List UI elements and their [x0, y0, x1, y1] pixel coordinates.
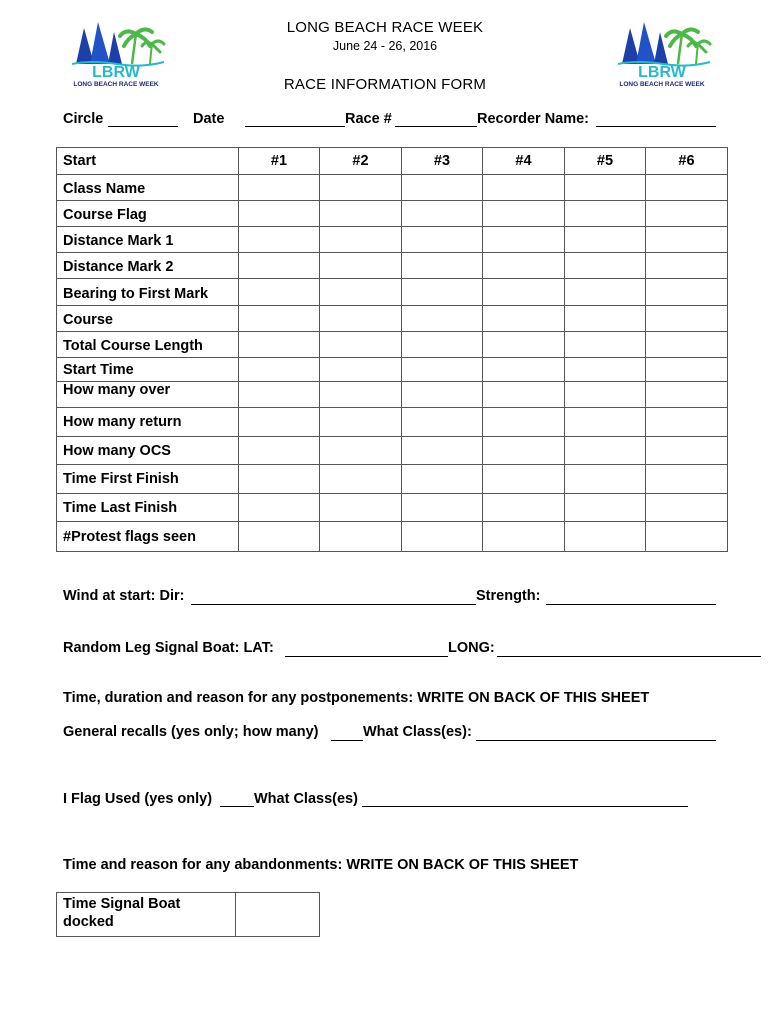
recorder-name-label: Recorder Name:: [477, 111, 590, 127]
table-cell[interactable]: [239, 279, 320, 306]
table-row: [57, 306, 728, 332]
svg-text:LBRW: LBRW: [92, 64, 140, 81]
table-cell[interactable]: [565, 175, 646, 201]
what-classes-label-2: What Class(es): [254, 791, 358, 807]
table-cell[interactable]: [320, 494, 402, 522]
header-race-3: #3: [402, 148, 483, 175]
table-cell[interactable]: [483, 522, 565, 552]
table-cell[interactable]: [646, 494, 728, 522]
table-cell[interactable]: [402, 175, 483, 201]
header-race-6: #6: [646, 148, 728, 175]
row-label-start-time: Start Time: [57, 358, 239, 382]
table-row: [57, 358, 728, 382]
race-info-table: [56, 147, 728, 552]
table-cell[interactable]: [483, 408, 565, 437]
row-label-how-many-ocs: How many OCS: [57, 437, 239, 465]
table-cell[interactable]: [239, 306, 320, 332]
row-label-distance-mark-2: Distance Mark 2: [57, 253, 239, 279]
table-cell[interactable]: [320, 465, 402, 494]
table-cell[interactable]: [565, 382, 646, 408]
table-row: [57, 201, 728, 227]
table-cell[interactable]: [320, 175, 402, 201]
time-signal-value-cell[interactable]: [236, 893, 320, 937]
table-cell[interactable]: [565, 227, 646, 253]
row-label-course: Course: [57, 306, 239, 332]
table-cell[interactable]: [320, 522, 402, 552]
table-cell[interactable]: [646, 332, 728, 358]
wind-dir-label: Wind at start: Dir:: [63, 588, 185, 604]
header-race-1: #1: [239, 148, 320, 175]
table-cell[interactable]: [402, 382, 483, 408]
table-cell[interactable]: [320, 306, 402, 332]
recorder-name-field[interactable]: [596, 126, 716, 127]
table-cell[interactable]: [565, 279, 646, 306]
table-cell[interactable]: [320, 382, 402, 408]
table-cell[interactable]: [483, 332, 565, 358]
table-row: [57, 494, 728, 522]
table-cell[interactable]: [239, 227, 320, 253]
table-row: [57, 332, 728, 358]
table-cell[interactable]: [320, 332, 402, 358]
i-flag-field[interactable]: [220, 806, 254, 807]
table-cell[interactable]: [402, 522, 483, 552]
table-cell[interactable]: [320, 201, 402, 227]
wind-strength-label: Strength:: [476, 588, 541, 604]
table-row: [57, 382, 728, 408]
what-classes-field-2[interactable]: [362, 806, 688, 807]
table-cell[interactable]: [646, 408, 728, 437]
table-cell[interactable]: [402, 437, 483, 465]
what-classes-label-1: What Class(es):: [363, 724, 472, 740]
table-row: [57, 437, 728, 465]
table-cell[interactable]: [646, 358, 728, 382]
table-row: [57, 465, 728, 494]
table-cell[interactable]: [483, 227, 565, 253]
header-race-5: #5: [565, 148, 646, 175]
table-cell[interactable]: [565, 408, 646, 437]
table-cell[interactable]: [565, 437, 646, 465]
row-label-time-first-finish: Time First Finish: [57, 465, 239, 494]
table-row: [57, 175, 728, 201]
table-cell[interactable]: [239, 175, 320, 201]
table-cell[interactable]: [239, 522, 320, 552]
table-cell[interactable]: [402, 358, 483, 382]
table-cell[interactable]: [402, 227, 483, 253]
table-cell[interactable]: [320, 227, 402, 253]
table-cell[interactable]: [483, 201, 565, 227]
table-cell[interactable]: [565, 201, 646, 227]
table-cell[interactable]: [402, 253, 483, 279]
table-cell[interactable]: [646, 306, 728, 332]
random-leg-label: Random Leg Signal Boat: LAT:: [63, 640, 274, 656]
table-cell[interactable]: [483, 465, 565, 494]
row-label-time-last-finish: Time Last Finish: [57, 494, 239, 522]
row-label-bearing: Bearing to First Mark: [57, 279, 239, 306]
table-row: [57, 253, 728, 279]
table-cell[interactable]: [483, 382, 565, 408]
table-cell[interactable]: [239, 382, 320, 408]
row-label-total-course-length: Total Course Length: [57, 332, 239, 358]
row-label-class-name: Class Name: [57, 175, 239, 201]
long-label: LONG:: [448, 640, 495, 656]
table-cell[interactable]: [239, 437, 320, 465]
table-cell[interactable]: [239, 332, 320, 358]
time-signal-label: [57, 893, 236, 937]
table-cell[interactable]: [646, 465, 728, 494]
table-cell[interactable]: [565, 494, 646, 522]
table-cell[interactable]: [646, 522, 728, 552]
table-row: [57, 279, 728, 306]
table-cell[interactable]: [646, 201, 728, 227]
form-title: RACE INFORMATION FORM: [283, 76, 487, 93]
table-cell[interactable]: [402, 465, 483, 494]
table-row: [57, 522, 728, 552]
table-cell[interactable]: [320, 358, 402, 382]
wind-strength-field[interactable]: [546, 604, 716, 605]
date-label: Date: [193, 111, 225, 127]
table-cell[interactable]: [402, 279, 483, 306]
race-number-label: Race #: [345, 111, 392, 127]
time-signal-label-line1: Time Signal Boat: [63, 896, 181, 912]
table-cell[interactable]: [239, 494, 320, 522]
event-date: June 24 - 26, 2016: [332, 39, 438, 53]
table-cell[interactable]: [483, 175, 565, 201]
i-flag-label: I Flag Used (yes only): [63, 791, 213, 807]
lat-field[interactable]: [285, 656, 448, 657]
table-cell[interactable]: [239, 465, 320, 494]
table-cell[interactable]: [565, 253, 646, 279]
long-field[interactable]: [497, 656, 761, 657]
table-cell[interactable]: [320, 437, 402, 465]
header-start: Start: [57, 148, 239, 175]
table-cell[interactable]: [646, 437, 728, 465]
table-cell[interactable]: [483, 306, 565, 332]
general-recalls-field[interactable]: [331, 740, 363, 741]
table-cell[interactable]: [320, 279, 402, 306]
wind-dir-field[interactable]: [191, 604, 476, 605]
svg-text:LONG BEACH RACE WEEK: LONG BEACH RACE WEEK: [73, 81, 159, 88]
table-cell[interactable]: [402, 201, 483, 227]
time-signal-label-line2: docked: [63, 914, 114, 930]
general-recalls-label: General recalls (yes only; how many): [63, 724, 319, 740]
table-cell[interactable]: [483, 437, 565, 465]
table-cell[interactable]: [402, 494, 483, 522]
table-header-row: [57, 148, 728, 175]
table-cell[interactable]: [565, 332, 646, 358]
table-cell[interactable]: [239, 201, 320, 227]
table-cell[interactable]: [402, 408, 483, 437]
table-cell[interactable]: [565, 522, 646, 552]
row-label-protest-flags: #Protest flags seen: [57, 522, 239, 552]
table-cell[interactable]: [483, 358, 565, 382]
table-cell[interactable]: [483, 494, 565, 522]
header-race-4: #4: [483, 148, 565, 175]
table-cell[interactable]: [565, 306, 646, 332]
postponements-instruction: Time, duration and reason for any postponements: WRITE ON BACK OF THIS SHEET: [63, 690, 650, 706]
row-label-course-flag: Course Flag: [57, 201, 239, 227]
table-cell[interactable]: [646, 382, 728, 408]
table-cell[interactable]: [646, 175, 728, 201]
table-cell[interactable]: [565, 465, 646, 494]
time-signal-table: [56, 892, 320, 937]
table-cell[interactable]: [239, 358, 320, 382]
table-cell[interactable]: [320, 408, 402, 437]
table-cell[interactable]: [646, 279, 728, 306]
race-number-field[interactable]: [395, 126, 477, 127]
svg-text:LONG BEACH RACE WEEK: LONG BEACH RACE WEEK: [619, 81, 705, 88]
abandonments-instruction: Time and reason for any abandonments: WRITE ON BACK OF THIS SHEET: [63, 857, 579, 873]
table-row: [57, 227, 728, 253]
circle-field[interactable]: [108, 126, 178, 127]
table-cell[interactable]: [565, 358, 646, 382]
circle-label: Circle: [63, 111, 104, 127]
what-classes-field-1[interactable]: [476, 740, 716, 741]
row-label-how-many-return: How many return: [57, 408, 239, 437]
svg-text:LBRW: LBRW: [638, 64, 686, 81]
row-label-distance-mark-1: Distance Mark 1: [57, 227, 239, 253]
table-cell[interactable]: [483, 279, 565, 306]
table-cell[interactable]: [402, 332, 483, 358]
event-title: LONG BEACH RACE WEEK: [286, 19, 484, 36]
table-cell[interactable]: [320, 253, 402, 279]
table-row: [57, 408, 728, 437]
date-field[interactable]: [245, 126, 345, 127]
row-label-how-many-over: How many over: [57, 382, 239, 408]
header-race-2: #2: [320, 148, 402, 175]
table-cell[interactable]: [646, 253, 728, 279]
table-cell[interactable]: [483, 253, 565, 279]
table-cell[interactable]: [646, 227, 728, 253]
table-cell[interactable]: [402, 306, 483, 332]
table-cell[interactable]: [239, 408, 320, 437]
table-cell[interactable]: [239, 253, 320, 279]
